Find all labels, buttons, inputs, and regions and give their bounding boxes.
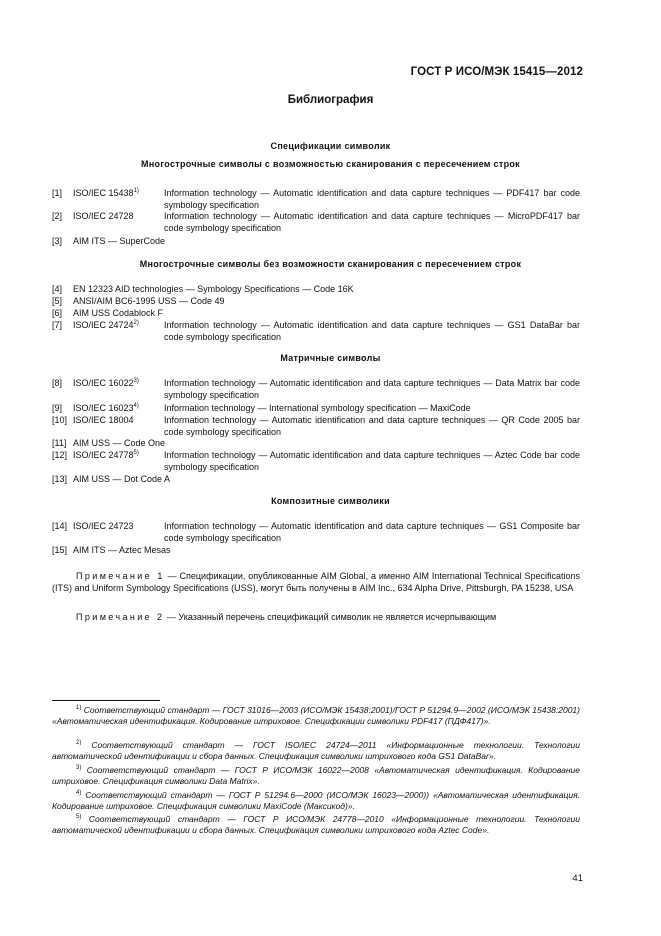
page-number: 41	[572, 873, 583, 884]
note-1	[52, 571, 580, 594]
entry-identifier: ISO/IEC 24724$^{2)}$	[73, 320, 139, 330]
entry-identifier: ISO/IEC 18004	[73, 415, 134, 425]
entry-identifier: ISO/IEC 16023$^{4)}$	[73, 403, 139, 413]
footnote-text: Соответствующий стандарт — ГОСТ 31016—2003 (ИСО/МЭК 15438:2001)/ГОСТ Р 51294.9—2002 (ИСО/МЭК 15438:2001) «Автоматическая идентификация. Кодирование штриховое. Спецификации символики PDF417 (ПДФ417)».	[52, 705, 580, 727]
entry-description: Information technology — Automatic identification and data capture techniques — MicroPDF417 bar code symbology specification	[164, 211, 580, 233]
footnote-number: 4)	[76, 790, 82, 796]
bibliography-entry	[52, 188, 580, 211]
entry-number: [7]	[52, 320, 63, 330]
entry-number: [8]	[52, 378, 63, 388]
section-heading-matrix: Матричные символы	[280, 353, 381, 363]
entry-description: Information technology — International symbology specification — MaxiCode	[164, 403, 471, 413]
entry-identifier: ISO/IEC 24728	[73, 211, 134, 221]
entry-text: ANSI/AIM BC6-1995 USS — Code 49	[73, 296, 225, 306]
footnote-number: 3)	[76, 765, 82, 771]
footnote-number: 2)	[76, 740, 82, 746]
entry-number: [9]	[52, 403, 63, 413]
footnote-ref: 1)	[133, 188, 139, 194]
footnote-number: 1)	[76, 705, 82, 711]
entry-number: [3]	[52, 236, 63, 246]
entry-description: Information technology — Automatic identification and data capture techniques — GS1 DataBar bar code symbology specification	[164, 320, 580, 342]
entry-number: [12]	[52, 450, 68, 460]
footnote-ref: 5)	[133, 450, 139, 456]
footnote-4	[52, 790, 580, 813]
bibliography-entry	[52, 521, 580, 544]
section-heading-specifications: Спецификации символик	[270, 141, 391, 151]
entry-description: Information technology — Automatic identification and data capture techniques — Data Matrix bar code symbology specification	[164, 378, 580, 400]
entry-number: [5]	[52, 296, 63, 306]
footnote-1	[52, 705, 580, 728]
entry-number: [13]	[52, 474, 68, 484]
bibliography-entry	[52, 308, 580, 320]
footnote-text: Соответствующий стандарт — ГОСТ Р ИСО/МЭК 24778—2010 «Информационные технологии. Технологии автоматической идентификации и сбора данных. Спецификация символики штрихового кода Aztec Code».	[52, 814, 580, 836]
bibliography-entry	[52, 415, 580, 438]
section-heading-multirow-noscan: Многострочные символы без возможности сканирования с пересечением строк	[139, 259, 522, 269]
note-2	[52, 612, 580, 624]
footnote-number: 5)	[76, 814, 82, 820]
entry-identifier: ISO/IEC 24778$^{5)}$	[73, 450, 139, 460]
bibliography-entry	[52, 284, 580, 296]
entry-number: [11]	[52, 438, 67, 448]
standard-designation: ГОСТ Р ИСО/МЭК 15415—2012	[410, 66, 583, 78]
entry-text: AIM USS — Code One	[73, 438, 166, 448]
entry-description: Information technology — Automatic identification and data capture techniques — GS1 Composite bar code symbology specification	[164, 521, 580, 543]
entry-text: EN 12323 AID technologies — Symbology Specifications — Code 16K	[73, 284, 354, 294]
entry-identifier: ISO/IEC 24723	[73, 521, 134, 531]
entry-text: AIM USS — Dot Code A	[73, 474, 171, 484]
footnote-3	[52, 765, 580, 788]
footnote-text: Соответствующий стандарт — ГОСТ Р ИСО/МЭК 16022—2008 «Автоматическая идентификация. Кодирование штриховое. Спецификация символики Data Matrix».	[52, 765, 580, 787]
entry-description: Information technology — Automatic identification and data capture techniques — PDF417 bar code symbology specification	[164, 188, 580, 210]
note-text: — Указанный перечень спецификаций символик не является исчерпывающим	[166, 612, 497, 622]
footnote-text: Соответствующий стандарт — ГОСТ ISO/IEC 24724—2011 «Информационные технологии. Технологии автоматической идентификации и сбора данных. Спецификация символики штрихового кода GS1 DataBar».	[52, 740, 580, 762]
entry-identifier: ISO/IEC 16022$^{3)}$	[73, 378, 139, 388]
entry-number: [15]	[52, 545, 68, 555]
entry-description: Information technology — Automatic identification and data capture techniques — QR Code 2005 bar code symbology specification	[164, 415, 580, 437]
note-label: Примечание 1	[76, 571, 165, 581]
entry-number: [4]	[52, 284, 63, 294]
bibliography-entry	[52, 320, 580, 343]
bibliography-entry	[52, 296, 580, 308]
note-text: — Спецификации, опубликованные AIM Global, а именно AIM International Technical Specifications (ITS) and Uniform Symbology Specifications (USS), могут быть получены в AIM Inc., 634 Alpha Drive, Pittsburgh, PA 15238, USA	[52, 571, 580, 593]
footnote-ref: 2)	[133, 320, 139, 326]
footnote-2	[52, 740, 580, 763]
footnote-ref: 4)	[133, 403, 139, 409]
bibliography-entry	[52, 438, 580, 450]
bibliography-entry	[52, 378, 580, 401]
bibliography-entry	[52, 211, 580, 234]
entry-number: [2]	[52, 211, 63, 221]
entry-description: Information technology — Automatic identification and data capture techniques — Aztec Code bar code symbology specification	[164, 450, 580, 472]
page-title: Библиография	[287, 94, 374, 106]
section-heading-composite: Композитные символики	[271, 496, 390, 506]
footnote-separator	[52, 700, 160, 701]
entry-number: [10]	[52, 415, 68, 425]
entry-text: AIM ITS — Aztec Mesas	[73, 545, 171, 555]
section-heading-multirow-scan: Многострочные символы с возможностью сканирования с пересечением строк	[141, 159, 520, 169]
entry-number: [14]	[52, 521, 68, 531]
entry-number: [6]	[52, 308, 63, 318]
footnote-5	[52, 814, 580, 837]
bibliography-entry	[52, 474, 580, 486]
footnote-ref: 3)	[133, 378, 139, 384]
note-label: Примечание 2	[76, 612, 165, 622]
entry-text: AIM ITS — SuperCode	[73, 236, 166, 246]
entry-identifier: ISO/IEC 15438$^{1)}$	[73, 188, 139, 198]
entry-text: AIM USS Codablock F	[73, 308, 164, 318]
entry-number: [1]	[52, 188, 63, 198]
bibliography-entry	[52, 450, 580, 473]
bibliography-entry	[52, 545, 580, 557]
bibliography-entry	[52, 403, 580, 415]
bibliography-entry	[52, 236, 580, 248]
footnote-text: Соответствующий стандарт — ГОСТ Р 51294.6—2000 (ИСО/МЭК 16023—2000)) «Автоматическая идентификация. Кодирование штриховое. Спецификация символики MaxiCode (Максикод)».	[52, 790, 580, 812]
